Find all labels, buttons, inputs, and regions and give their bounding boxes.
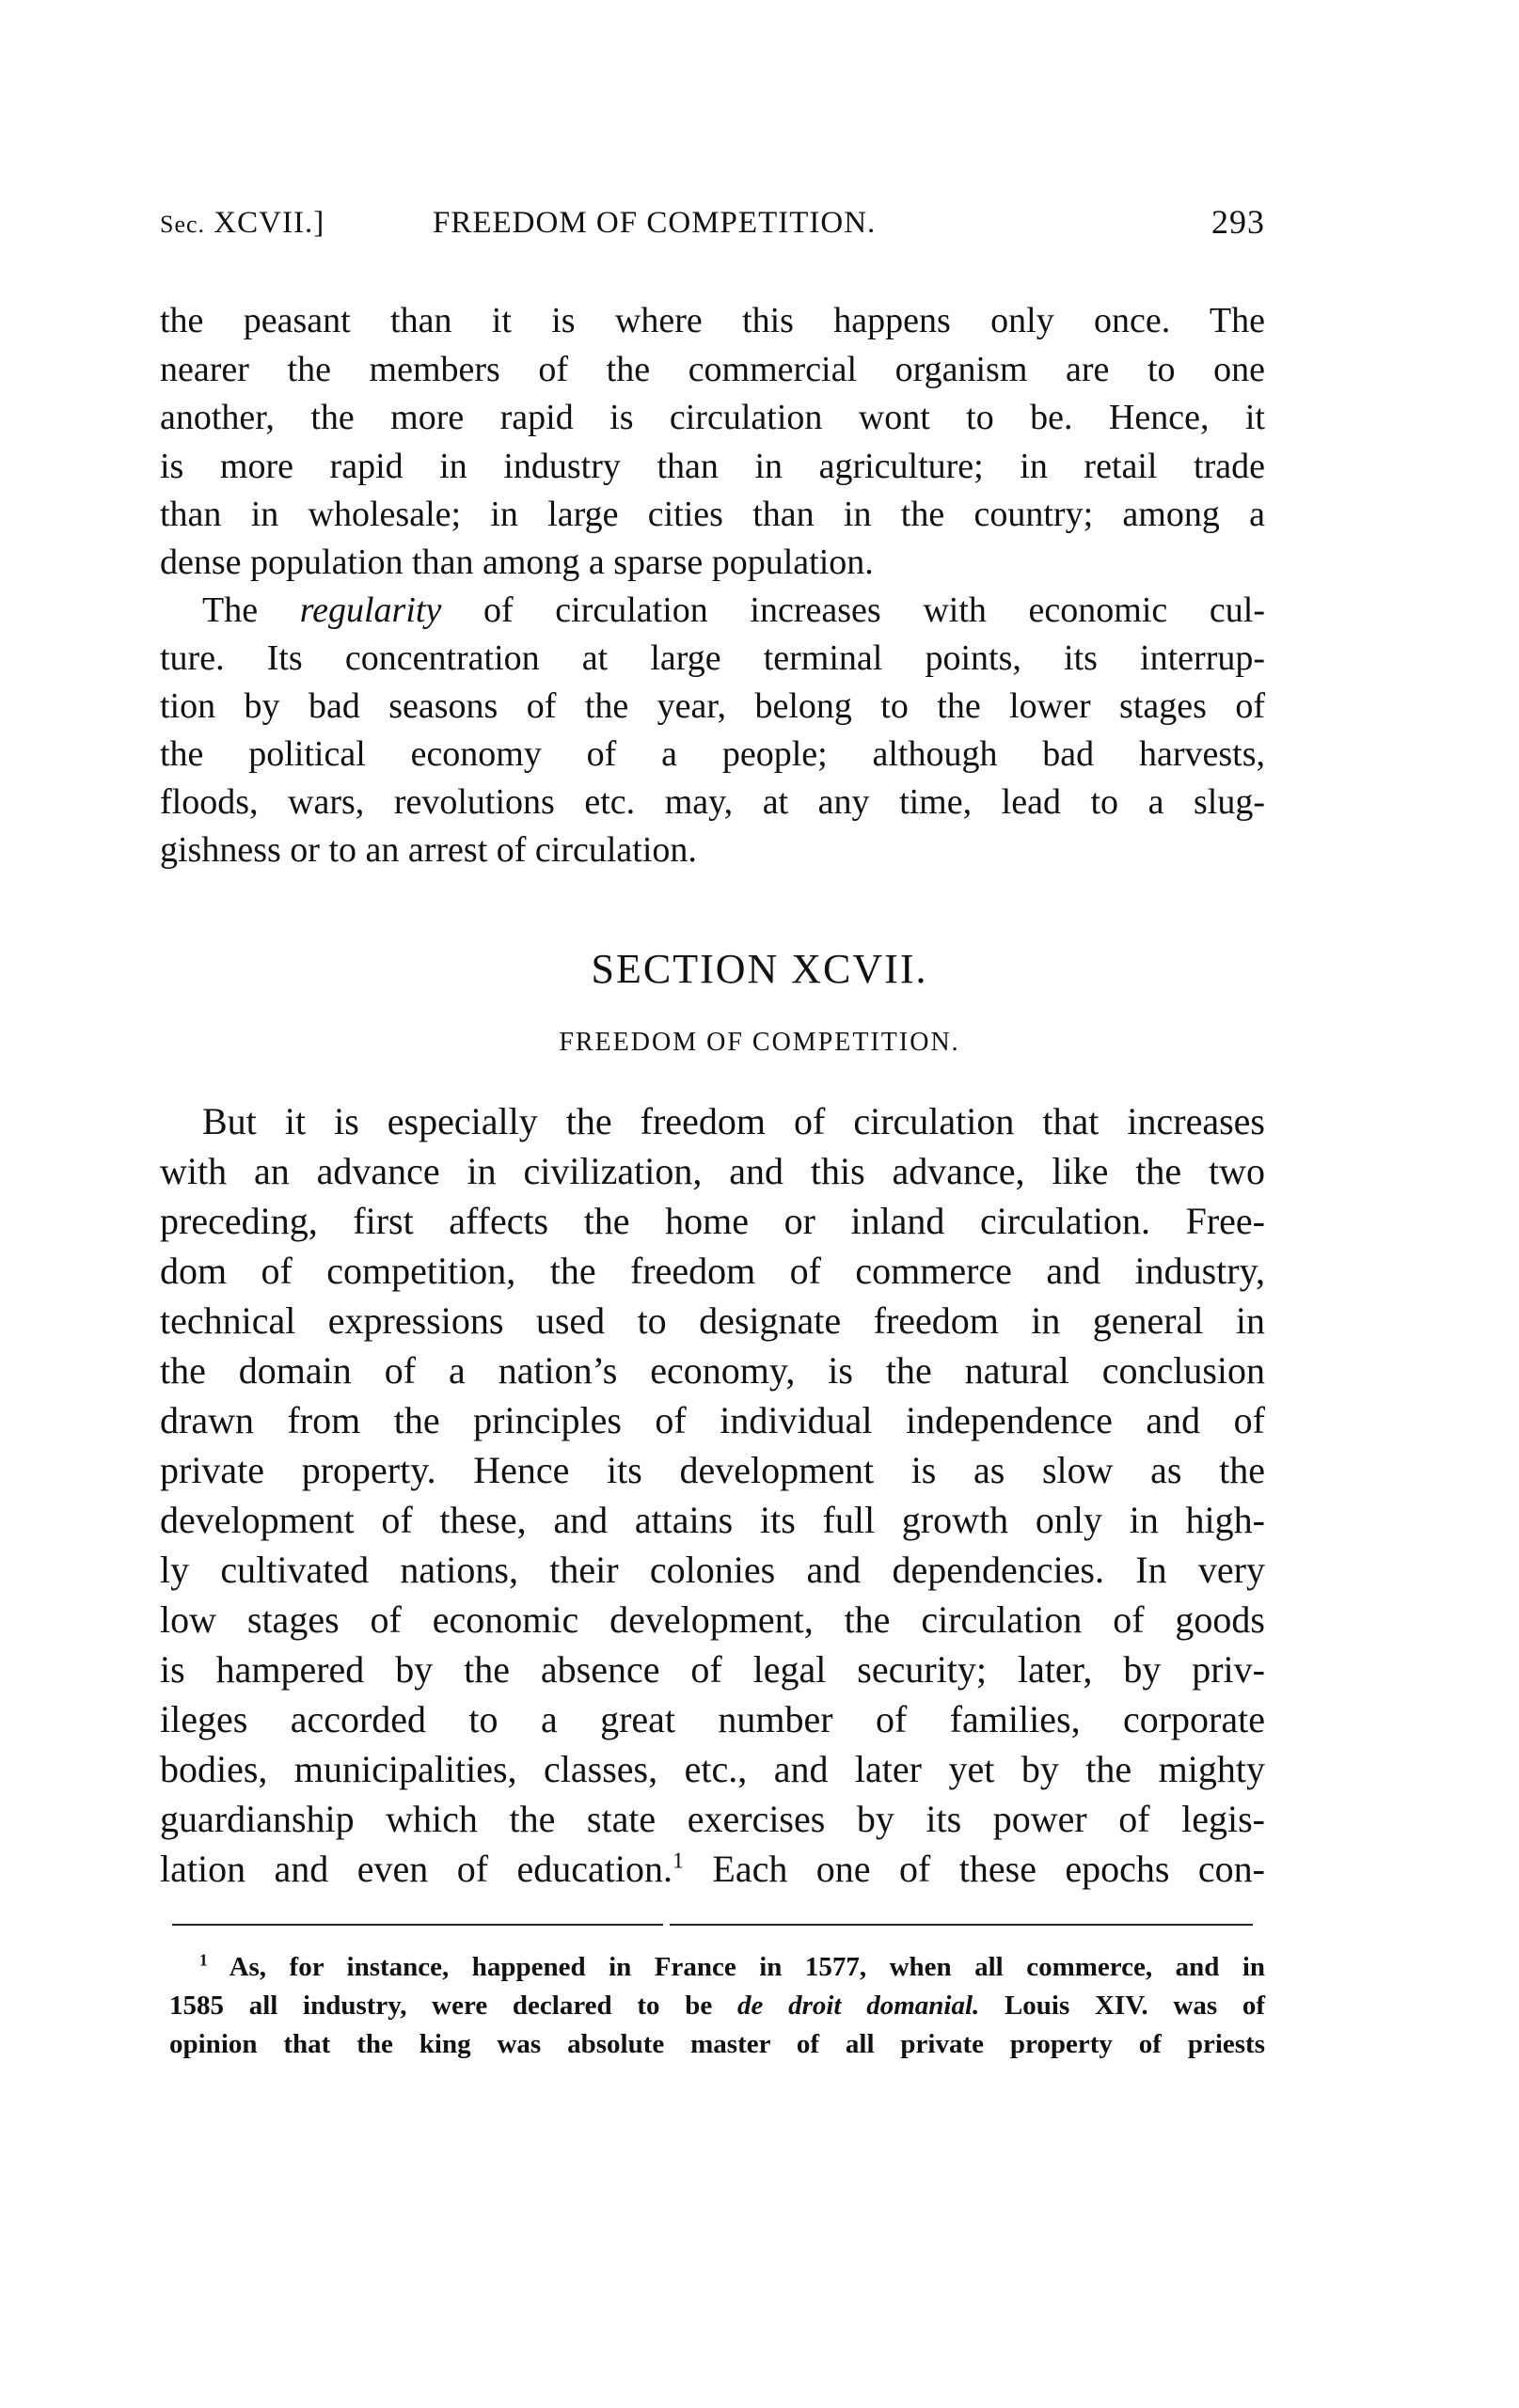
text-line: ly cultivated nations, their colonies and dependencies. In very [160,1549,1265,1591]
footnote-rule [172,1924,663,1926]
text-line: guardianship which the state exercises by its power of legis- [160,1798,1265,1840]
footnote-line [199,1948,1265,1986]
footnote-line [169,1987,1265,2024]
section-heading: SECTION XCVII. [591,946,928,992]
text-line: than in wholesale; in large cities than in the country; among a [160,495,1265,534]
running-head-title: FREEDOM OF COMPETITION. [433,206,877,240]
text-line: dom of competition, the freedom of commerce and industry, [160,1250,1265,1292]
text-span: Each one of these epochs con- [683,1848,1265,1890]
footnote-marker: 1 [199,1950,208,1970]
text-line: development of these, and attains its full growth only in high- [160,1499,1265,1541]
text-span: lation and even of education. [160,1848,672,1890]
text-line: the domain of a nation’s economy, is the natural conclusion [160,1349,1265,1392]
italic-term: regularity [299,590,442,630]
text-line: the political economy of a people; although bad harvests, [160,734,1265,774]
text-line: nearer the members of the commercial organism are to one [160,350,1265,389]
running-head-section-number: XCVII.] [214,206,325,240]
page-number: 293 [1211,203,1265,241]
text-line: ture. Its concentration at large terminal points, its interrup- [160,638,1265,678]
footnote-reference[interactable]: 1 [672,1849,684,1874]
text-line: preceding, first affects the home or inland circulation. Free- [160,1200,1265,1242]
text-line [160,1846,1265,1893]
running-head-section [160,206,324,241]
text-span: 1585 all industry, were declared to be [169,1991,737,2021]
text-line: low stages of economic development, the circulation of goods [160,1598,1265,1641]
text-line: another, the more rapid is circulation wont to be. Hence, it [160,398,1265,437]
text-span: As, for instance, happened in France in 1577, when all commerce, and in [207,1952,1265,1982]
text-span: of circulation increases with economic cul- [441,590,1265,630]
running-head-section-prefix: Sec. [160,211,206,238]
footnote-line: opinion that the king was absolute master of all private property of priests [169,2029,1265,2059]
text-line: bodies, municipalities, classes, etc., and later yet by the mighty [160,1748,1265,1790]
text-line: with an advance in civilization, and this advance, like the two [160,1150,1265,1192]
text-line: technical expressions used to designate freedom in general in [160,1299,1265,1342]
italic-term: de droit domanial. [737,1991,980,2021]
text-line: gishness or to an arrest of circulation. [160,830,697,870]
text-span: Louis XIV. was of [979,1991,1265,2021]
text-line: private property. Hence its development is as slow as the [160,1449,1265,1491]
footnote-rule [670,1924,1253,1926]
text-line [202,587,1265,634]
text-span: The [202,590,300,630]
text-line: But it is especially the freedom of circulation that increases [202,1100,1265,1142]
section-subheading: FREEDOM OF COMPETITION. [559,1028,960,1057]
text-line: drawn from the principles of individual independence and of [160,1399,1265,1441]
text-line: dense population than among a sparse population. [160,543,874,582]
text-line: is more rapid in industry than in agriculture; in retail trade [160,447,1265,486]
text-line: the peasant than it is where this happens only once. The [160,301,1265,340]
text-line: floods, wars, revolutions etc. may, at any time, lead to a slug- [160,782,1265,822]
running-head [160,202,1265,249]
text-line: is hampered by the absence of legal security; later, by priv- [160,1648,1265,1691]
text-line: tion by bad seasons of the year, belong to the lower stages of [160,686,1265,726]
text-line: ileges accorded to a great number of families, corporate [160,1698,1265,1740]
